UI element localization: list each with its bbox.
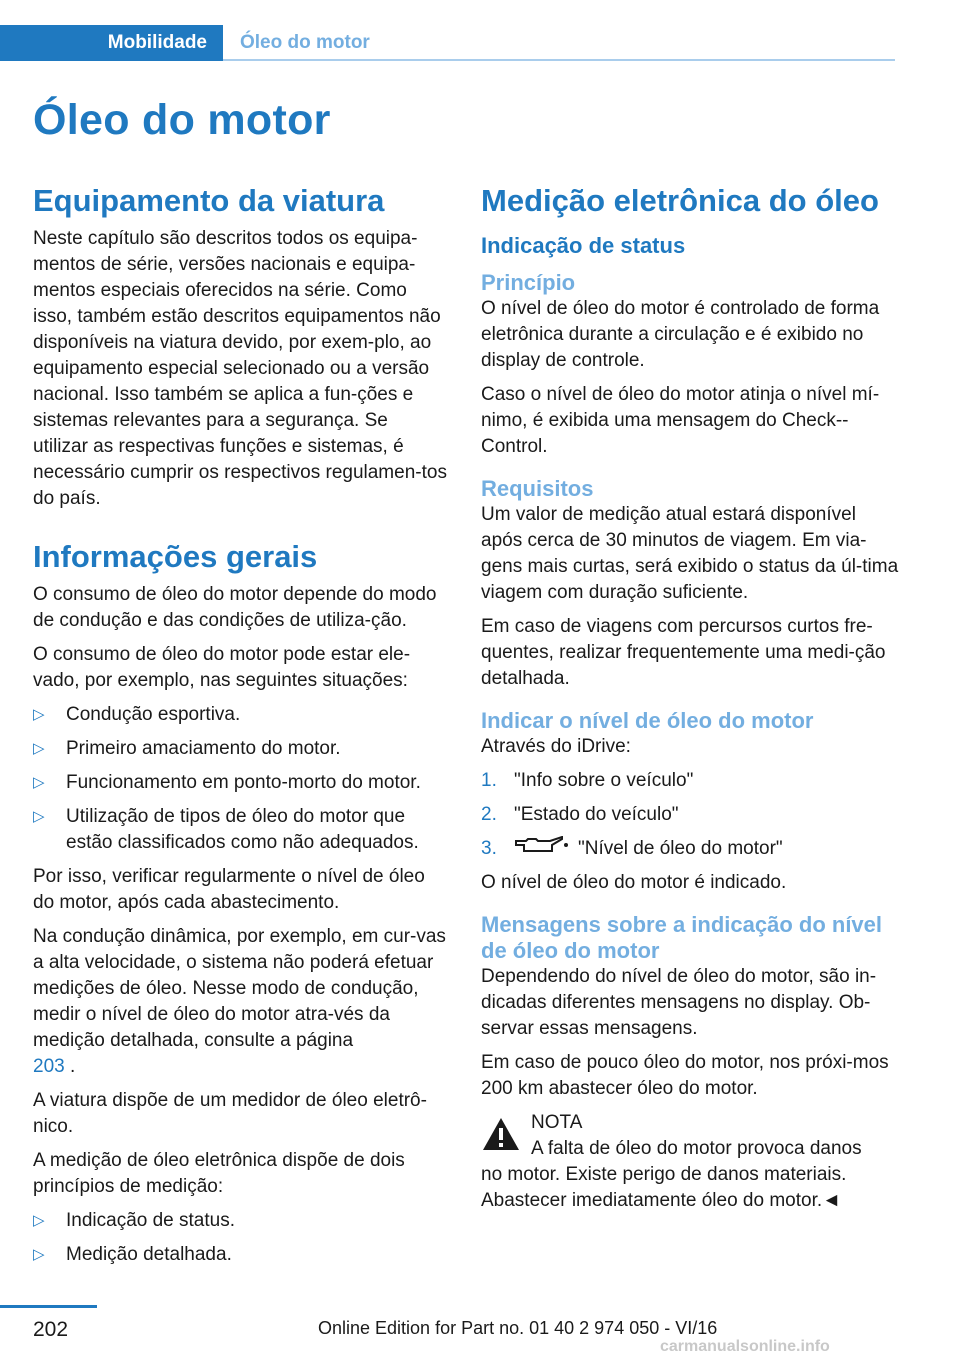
heading-equipamento: Equipamento da viatura — [33, 183, 385, 218]
heading-indicacao-status: Indicação de status — [481, 233, 686, 258]
left-column — [33, 182, 448, 1276]
triangle-bullet-icon: ▷ — [33, 1212, 45, 1229]
paragraph: A medição de óleo eletrônica dispõe de dois princípios de medição: — [33, 1150, 405, 1197]
warning-note — [481, 1110, 899, 1214]
paragraph: Em caso de viagens com percursos curtos fre-quentes, realizar frequentemente uma medi-ção detalhada. — [481, 616, 886, 689]
paragraph: Um valor de medição atual estará disponível após cerca de 30 minutos de viagem. Em via-gens mais curtas, será exibido o status da úl-tima viagem com duração suficiente. — [481, 504, 899, 603]
paragraph: Em caso de pouco óleo do motor, nos próxi-mos 200 km abastecer óleo do motor. — [481, 1052, 889, 1100]
list-item — [33, 736, 448, 762]
bullet-list-principios — [33, 1208, 448, 1268]
triangle-bullet-icon: ▷ — [33, 1246, 45, 1263]
page-title: Óleo do motor — [33, 96, 331, 144]
heading-medicao-eletronica: Medição eletrônica do óleo — [481, 183, 879, 218]
note-title: NOTA — [531, 1112, 583, 1134]
header-rule — [223, 59, 895, 61]
list-item — [33, 1242, 448, 1268]
list-item-text: Condução esportiva. — [66, 704, 241, 725]
step-text: "Nível de óleo do motor" — [578, 838, 783, 860]
list-item — [33, 702, 448, 728]
triangle-bullet-icon: ▷ — [33, 808, 45, 825]
paragraph-equipamento: Neste capítulo são descritos todos os equipa-mentos de série, versões nacionais e equipa-mentos especiais oferecidos na série. Como isso, também estão descritos equipamentos não disponíveis na viatura devido, por exem-plo, ao equipamento especial selecionado ou a versão nacional. Isso também se aplica a fun-ções e sistemas relevantes para a segurança. Se utilizar as respectivas funções e sistemas, é necessário cumprir os respectivos regulamen-tos do país. — [33, 228, 447, 509]
paragraph-text: Na condução dinâmica, por exemplo, em cur-vas a alta velocidade, o sistema não poderá efetuar medições de óleo. Nesse modo de condução, medir o nível de óleo do motor atra-vés da medição detalhada, consulte a página — [33, 926, 446, 1051]
paragraph-text: . — [64, 1056, 76, 1077]
step-number: 3. — [481, 838, 497, 859]
step-number: 1. — [481, 770, 497, 791]
paragraph: Caso o nível de óleo do motor atinja o nível mí-nimo, é exibida uma mensagem do Check--Control. — [481, 384, 880, 457]
step-item — [481, 836, 899, 862]
step-number: 2. — [481, 804, 497, 825]
paragraph: O nível de óleo do motor é controlado de forma eletrônica durante a circulação e é exibido no display de controle. — [481, 298, 880, 371]
edition-info: Online Edition for Part no. 01 40 2 974 050 - VI/16 — [318, 1318, 718, 1338]
step-text: "Estado do veículo" — [514, 804, 679, 825]
paragraph: O consumo de óleo do motor pode estar ele-vado, por exemplo, nas seguintes situações: — [33, 644, 411, 691]
note-text: no motor. Existe perigo de danos materiais. Abastecer imediatamente óleo do motor.◄ — [481, 1164, 847, 1212]
paragraph: A viatura dispõe de um medidor de óleo eletrô-nico. — [33, 1090, 427, 1137]
step-text: "Info sobre o veículo" — [514, 770, 694, 791]
list-item-text: Primeiro amaciamento do motor. — [66, 738, 341, 759]
heading-informacoes-gerais: Informações gerais — [33, 539, 318, 574]
page-link[interactable]: 203 — [33, 1056, 65, 1077]
subheading-mensagens: Mensagens sobre a indicação do nível de óleo do motor — [481, 912, 883, 964]
subheading-requisitos: Requisitos — [481, 476, 594, 501]
steps-list — [481, 768, 899, 862]
list-item-text: Funcionamento em ponto-morto do motor. — [66, 772, 421, 793]
list-item — [33, 1208, 448, 1234]
footer-rule — [0, 1305, 97, 1308]
triangle-bullet-icon: ▷ — [33, 706, 45, 723]
paragraph: Dependendo do nível de óleo do motor, são in-dicadas diferentes mensagens no display. Ob-servar essas mensagens. — [481, 966, 877, 1040]
paragraph: O nível de óleo do motor é indicado. — [481, 872, 787, 894]
tab-mobilidade-label: Mobilidade — [107, 32, 207, 53]
list-item-text: Indicação de status. — [66, 1210, 235, 1231]
page-number: 202 — [33, 1318, 69, 1341]
list-item — [33, 804, 448, 856]
tab-mobilidade[interactable] — [0, 25, 223, 61]
paragraph: O consumo de óleo do motor depende do modo de condução e das condições de utiliza-ção. — [33, 584, 437, 631]
tab-oleo-do-motor[interactable]: Óleo do motor — [240, 32, 370, 53]
paragraph: Através do iDrive: — [481, 736, 631, 757]
list-item-text: Medição detalhada. — [66, 1244, 232, 1265]
oil-can-icon — [514, 836, 572, 862]
bullet-list-situacoes — [33, 702, 448, 856]
list-item — [33, 770, 448, 796]
step-item — [481, 768, 899, 794]
paragraph: Por isso, verificar regularmente o nível de óleo do motor, após cada abastecimento. — [33, 866, 425, 913]
subheading-principio: Princípio — [481, 270, 576, 295]
triangle-bullet-icon: ▷ — [33, 740, 45, 757]
list-item-text: Utilização de tipos de óleo do motor que estão classificados como não adequados. — [66, 806, 419, 853]
subheading-indicar-nivel: Indicar o nível de óleo do motor — [481, 708, 814, 733]
right-column — [481, 182, 899, 1214]
note-line: A falta de óleo do motor provoca danos — [531, 1138, 862, 1160]
warning-triangle-icon — [481, 1116, 521, 1160]
step-item — [481, 802, 899, 828]
paragraph-with-link — [33, 924, 448, 1080]
header-tabs — [0, 25, 895, 61]
triangle-bullet-icon: ▷ — [33, 774, 45, 791]
watermark: carmanualsonline.info — [660, 1338, 830, 1355]
